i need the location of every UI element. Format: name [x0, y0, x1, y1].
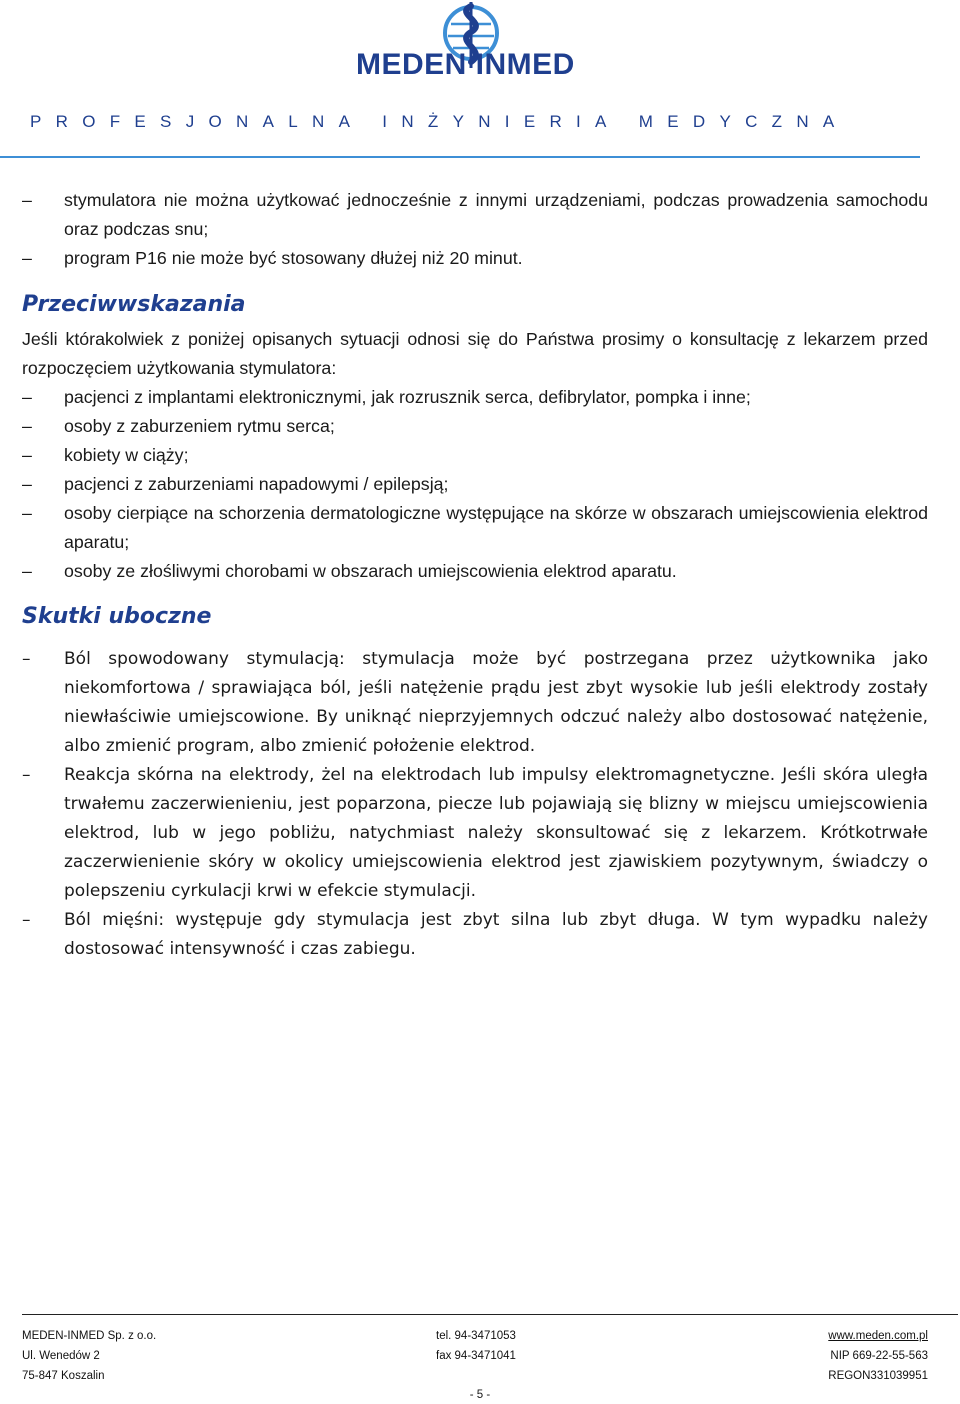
- dash-bullet: –: [22, 910, 31, 930]
- page-number: - 5 -: [469, 1389, 491, 1401]
- list-item: – stymulatora nie można użytkować jednocześnie z innymi urządzeniami, podczas prowadzenia samochodu oraz podczas snu;: [22, 186, 928, 244]
- dash-bullet: –: [22, 445, 32, 465]
- nip-number: NIP 669-22-55-563: [830, 1350, 928, 1362]
- list-item: – Ból mięśni: występuje gdy stymulacja jest zbyt silna lub zbyt długa. W tym wypadku należy dostosować intensywność i czas zabiegu.: [22, 906, 928, 964]
- list-item: – pacjenci z zaburzeniami napadowymi / epilepsją;: [22, 470, 928, 499]
- company-name: MEDEN-INMED Sp. z o.o.: [22, 1330, 157, 1342]
- dash-bullet: –: [22, 561, 32, 581]
- dash-bullet: –: [22, 474, 32, 494]
- list-item: – osoby ze złośliwymi chorobami w obszarach umiejscowienia elektrod aparatu.: [22, 557, 928, 586]
- header-divider: [0, 156, 920, 158]
- dash-bullet: –: [22, 190, 32, 210]
- side-effects-heading: Skutki uboczne: [22, 604, 212, 629]
- contraindications-intro: Jeśli którakolwiek z poniżej opisanych sytuacji odnosi się do Państwa prosimy o konsultację z lekarzem przed rozpoczęciem użytkowania stymulatora:: [22, 329, 928, 378]
- dash-bullet: –: [22, 416, 32, 436]
- phone-number: tel. 94-3471053: [436, 1330, 516, 1342]
- side-effects-list: [22, 645, 928, 964]
- list-item: – program P16 nie może być stosowany dłużej niż 20 minut.: [22, 244, 928, 273]
- logo-text: MEDEN INMED: [356, 48, 575, 81]
- list-item: – Reakcja skórna na elektrody, żel na elektrodach lub impulsy elektromagnetyczne. Jeśli skóra uległa trwałemu zaczerwienieniu, jest poparzona, piecze lub pojawiają się blizny w miejscu umiejscowienia elektrod, lub w jego pobliżu, natychmiast należy skonsultować się z lekarzem. Krótkotrwałe zaczerwienienie skóry w okolicy umiejscowienia elektrod jest zjawiskiem pozytywnym, świadczy o polepszeniu cyrkulacji krwi w efekcie stymulacji.: [22, 761, 928, 906]
- footer-address: [22, 1326, 156, 1386]
- document-body: [22, 186, 928, 964]
- page-header: [0, 0, 960, 158]
- intro-list: [22, 186, 928, 273]
- website-link[interactable]: www.meden.com.pl: [828, 1330, 928, 1342]
- tagline: PROFESJONALNA INŻYNIERIA MEDYCZNA: [30, 112, 849, 131]
- dash-bullet: –: [22, 649, 31, 669]
- list-item: – osoby z zaburzeniem rytmu serca;: [22, 412, 928, 441]
- dash-bullet: –: [22, 765, 31, 785]
- list-item: – pacjenci z implantami elektronicznymi, jak rozrusznik serca, defibrylator, pompka i inne;: [22, 383, 928, 412]
- footer-divider: [22, 1314, 958, 1315]
- contraindications-heading: Przeciwwskazania: [22, 292, 246, 317]
- list-item: – osoby cierpiące na schorzenia dermatologiczne występujące na skórze w obszarach umiejscowienia elektrod aparatu;: [22, 499, 928, 557]
- dash-bullet: –: [22, 503, 32, 523]
- footer-contact: [436, 1326, 516, 1366]
- dash-bullet: –: [22, 248, 32, 268]
- list-item: – kobiety w ciąży;: [22, 441, 928, 470]
- city-address: 75-847 Koszalin: [22, 1370, 105, 1382]
- list-item: – Ból spowodowany stymulacją: stymulacja może być postrzegana przez użytkownika jako niekomfortowa / sprawiająca ból, jeśli natężenie prądu jest zbyt wysokie lub jeśli elektrody zostały niewłaściwie umiejscowione. By uniknąć nieprzyjemnych odczuć należy albo dostosować natężenie, albo zmienić program, albo zmienić położenie elektrod.: [22, 645, 928, 761]
- fax-number: fax 94-3471041: [436, 1350, 516, 1362]
- contraindications-list: [22, 383, 928, 586]
- street-address: Ul. Wenedów 2: [22, 1350, 100, 1362]
- footer-registration: [828, 1326, 928, 1386]
- regon-number: REGON331039951: [828, 1370, 928, 1382]
- dash-bullet: –: [22, 387, 32, 407]
